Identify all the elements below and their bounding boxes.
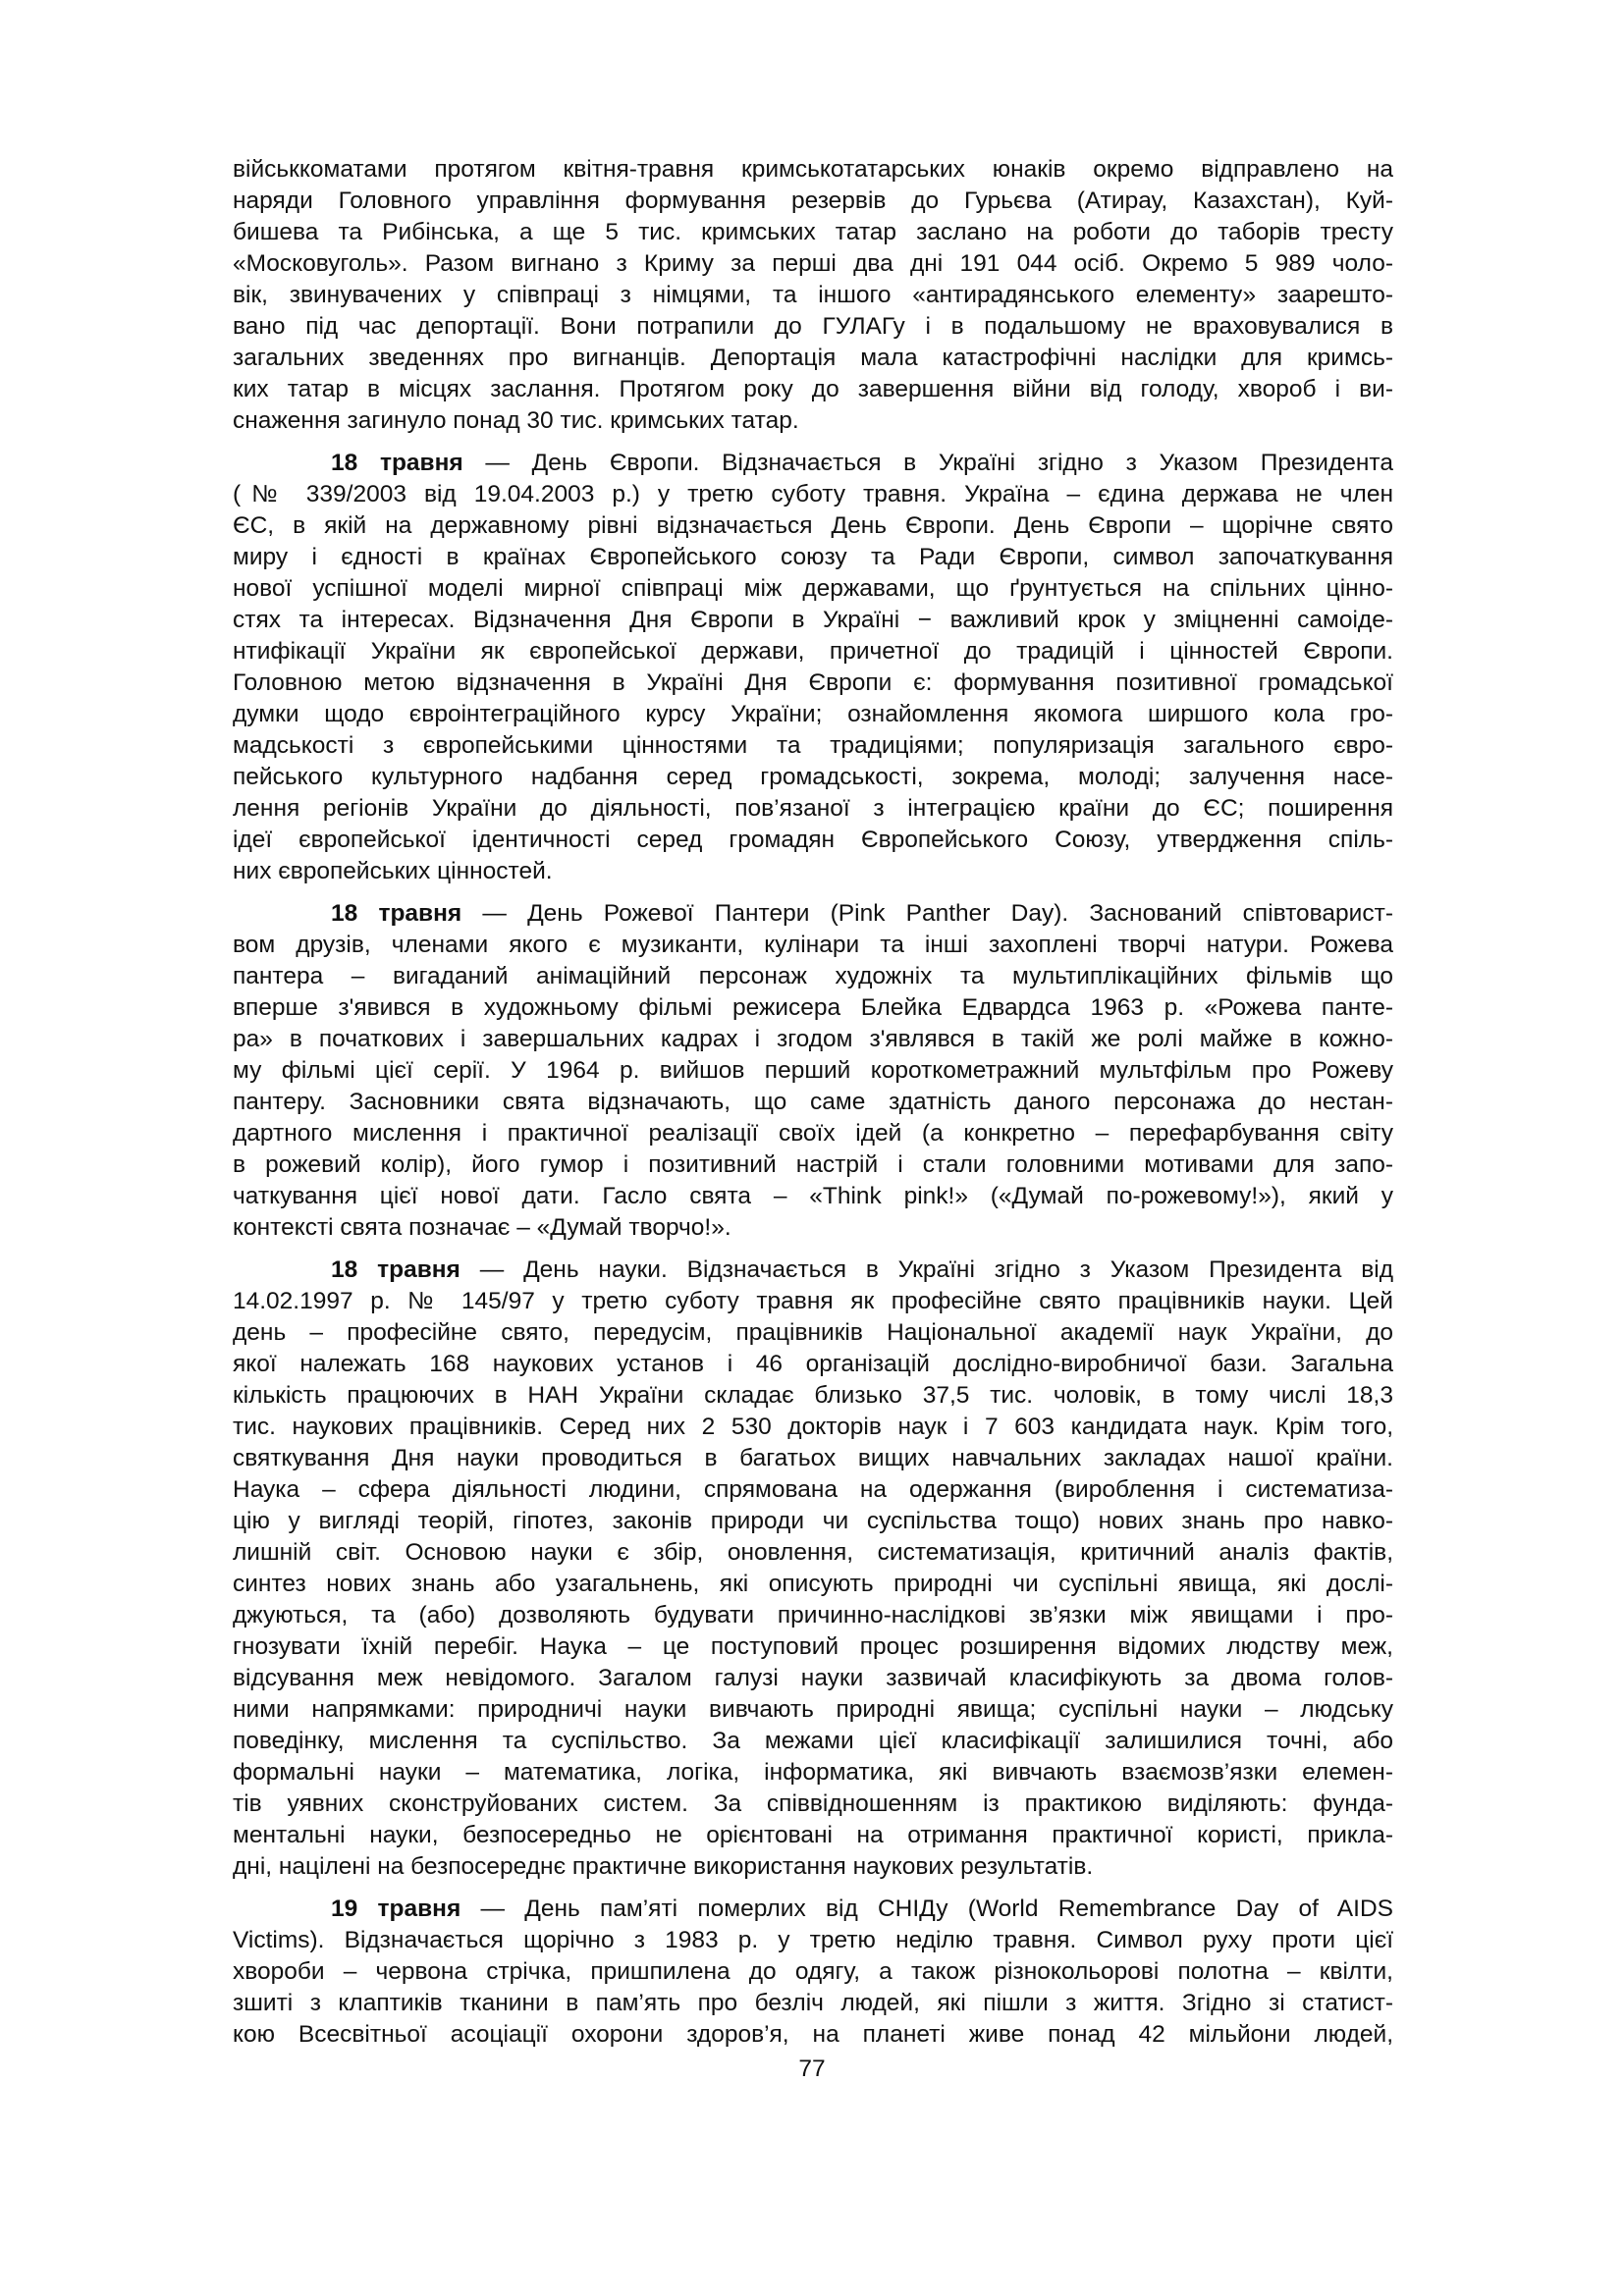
paragraph-first-line xyxy=(233,448,1393,479)
text-line: гнозувати їхній перебіг. Наука – це поступовий процес розширення відомих людству меж, xyxy=(233,1633,1393,1660)
text-line: бишева та Рибінська, а ще 5 тис. кримських татар заслано на роботи до таборів тресту xyxy=(233,219,1393,245)
text-line: мадськості з європейськими цінностями та традиціями; популяризація загального євро- xyxy=(233,732,1393,759)
text-line: «Московуголь». Разом вигнано з Криму за перші два дні 191 044 осіб. Окремо 5 989 чоло- xyxy=(233,250,1393,277)
text-line: стях та інтересах. Відзначення Дня Європи в Україні − важливий крок у зміцненні самоіде- xyxy=(233,607,1393,633)
text-span: — День Європи. Відзначається в Україні згідно з Указом Президента xyxy=(462,450,1393,476)
text-line: тис. наукових працівників. Серед них 2 530 докторів наук і 7 603 кандидата наук. Крім того, xyxy=(233,1414,1393,1440)
text-line: нтифікації України як європейської держави, причетної до традицій і цінностей Європи. xyxy=(233,638,1393,665)
text-line: ними напрямками: природничі науки вивчають природні явища; суспільні науки – людську xyxy=(233,1696,1393,1723)
paragraph-first-line xyxy=(233,1255,1393,1286)
text-line: думки щодо євроінтеграційного курсу України; ознайомлення якомога ширшого кола гро- xyxy=(233,701,1393,727)
text-line: формальні науки – математика, логіка, інформатика, які вивчають взаємозв’язки елемен- xyxy=(233,1759,1393,1786)
text-line: день – професійне свято, передусім, працівників Національної академії наук України, до xyxy=(233,1319,1393,1346)
text-line: ких татар в місцях заслання. Протягом року до завершення війни від голоду, хвороб і ви- xyxy=(233,376,1393,402)
paragraph-first-line xyxy=(233,1894,1393,1925)
text-line: ідеї європейської ідентичності серед громадян Європейського Союзу, утвердження спіль- xyxy=(233,827,1393,853)
text-line: цію у вигляді теорій, гіпотез, законів природи чи суспільства тощо) нових знань про навко- xyxy=(233,1508,1393,1534)
text-line: хвороби – червона стрічка, пришпилена до одягу, а також різнокольорові полотна – квілти, xyxy=(233,1958,1393,1985)
date-heading: 18 травня xyxy=(331,1256,460,1283)
text-line: Victims). Відзначається щорічно з 1983 р. у третю неділю травня. Символ руху проти цієї xyxy=(233,1927,1393,1953)
text-line: ментальні науки, безпосередньо не орієнтовані на отримання практичної користі, прикла- xyxy=(233,1822,1393,1848)
text-line: поведінку, мислення та суспільство. За межами цієї класифікації залишилися точні, або xyxy=(233,1728,1393,1754)
text-span: — День Рожевої Пантери (Pink Panther Day). Заснований співтоварист- xyxy=(461,900,1393,927)
text-line: пантеру. Засновники свята відзначають, що саме здатність даного персонажа до нестан- xyxy=(233,1089,1393,1115)
text-line: лення регіонів України до діяльності, пов’язаної з інтеграцією країни до ЄС; поширення xyxy=(233,795,1393,822)
text-line: дартного мислення і практичної реалізації своїх ідей (а конкретно – перефарбування світу xyxy=(233,1120,1393,1147)
date-heading: 19 травня xyxy=(331,1896,461,1922)
text-line: вік, звинувачених у співпраці з німцями, та іншого «антирадянського елементу» заарешто- xyxy=(233,282,1393,308)
text-line: кою Всесвітньої асоціації охорони здоров’я, на планеті живе понад 42 мільйони людей, xyxy=(233,2021,1393,2048)
text-line: му фільмі цієї серії. У 1964 р. вийшов перший короткометражний мультфільм про Рожеву xyxy=(233,1057,1393,1084)
text-line: військкоматами протягом квітня-травня кримськотатарських юнаків окремо відправлено на xyxy=(233,156,1393,183)
text-line: вано під час депортації. Вони потрапили до ГУЛАГу і в подальшому не враховувалися в xyxy=(233,313,1393,340)
text-line: лишній світ. Основою науки є збір, оновлення, систематизація, критичний аналіз фактів, xyxy=(233,1539,1393,1566)
page-number: 77 xyxy=(798,2056,826,2082)
text-line: тів уявних сконструйованих систем. За співвідношенням із практикою виділяють: фунда- xyxy=(233,1790,1393,1817)
date-heading: 18 травня xyxy=(331,900,462,927)
text-line: контексті свята позначає – «Думай творчо!». xyxy=(233,1214,731,1241)
text-line: нової успішної моделі мирної співпраці між державами, що ґрунтується на спільних цінно- xyxy=(233,575,1393,602)
text-line: в рожевий колір), його гумор і позитивний настрій і стали головними мотивами для запо- xyxy=(233,1151,1393,1178)
text-line: 14.02.1997 р. № 145/97 у третю суботу травня як професійне свято працівників науки. Цей xyxy=(233,1288,1393,1314)
date-heading: 18 травня xyxy=(331,450,463,476)
text-line: них європейських цінностей. xyxy=(233,858,553,884)
text-line: загальних зведеннях про вигнанців. Депортація мала катастрофічні наслідки для кримсь- xyxy=(233,345,1393,371)
text-line: вперше з'явився в художньому фільмі режисера Блейка Едвардса 1963 р. «Рожева панте- xyxy=(233,994,1393,1021)
text-line: якої належать 168 наукових установ і 46 організацій дослідно-виробничої бази. Загальна xyxy=(233,1351,1393,1377)
paragraph-europe-day xyxy=(233,448,1393,887)
text-line: ЄС, в якій на державному рівні відзначається День Європи. День Європи – щорічне свято xyxy=(233,512,1393,539)
text-span: — День пам’яті померлих від СНІДу (World Remembrance Day of AIDS xyxy=(460,1896,1393,1922)
text-line: вом друзів, членами якого є музиканти, кулінари та інші захоплені творчі натури. Рожева xyxy=(233,932,1393,958)
text-line: ра» в початкових і завершальних кадрах і згодом з'являвся в такій же ролі майже в кожно- xyxy=(233,1026,1393,1052)
paragraph-deportation xyxy=(233,154,1393,437)
text-line: снаження загинуло понад 30 тис. кримських татар. xyxy=(233,407,799,434)
text-line: святкування Дня науки проводиться в багатьох вищих навчальних закладах нашої країни. xyxy=(233,1445,1393,1471)
text-line: пейського культурного надбання серед громадськості, зокрема, молоді; залучення насе- xyxy=(233,764,1393,790)
text-line: кількість працюючих в НАН України складає близько 37,5 тис. чоловік, в тому числі 18,3 xyxy=(233,1382,1393,1409)
text-line: (№ 339/2003 від 19.04.2003 р.) у третю суботу травня. Україна – єдина держава не член xyxy=(233,481,1393,507)
paragraph-aids-remembrance-day xyxy=(233,1894,1393,2051)
text-line: зшиті з клаптиків тканини в пам’ять про безліч людей, які пішли з життя. Згідно зі статист- xyxy=(233,1990,1393,2016)
text-line: Головною метою відзначення в Україні Дня Європи є: формування позитивної громадської xyxy=(233,669,1393,696)
text-line: пантера – вигаданий анімаційний персонаж художніх та мультиплікаційних фільмів що xyxy=(233,963,1393,989)
text-line: Наука – сфера діяльності людини, спрямована на одержання (вироблення і систематиза- xyxy=(233,1476,1393,1503)
paragraph-science-day xyxy=(233,1255,1393,1883)
paragraph-first-line xyxy=(233,898,1393,930)
text-line: чаткування цієї нової дати. Гасло свята – «Think pink!» («Думай по-рожевому!»), який у xyxy=(233,1183,1393,1209)
text-line: миру і єдності в країнах Європейського союзу та Ради Європи, символ започаткування xyxy=(233,544,1393,570)
text-line: відсування меж невідомого. Загалом галузі науки зазвичай класифікують за двома голов- xyxy=(233,1665,1393,1691)
document-page xyxy=(233,154,1393,2061)
text-line: синтез нових знань або узагальнень, які описують природні чи суспільні явища, які дослі- xyxy=(233,1571,1393,1597)
text-span: — День науки. Відзначається в Україні згідно з Указом Президента від xyxy=(460,1256,1393,1283)
text-line: дні, націлені на безпосереднє практичне використання наукових результатів. xyxy=(233,1853,1094,1880)
text-line: наряди Головного управління формування резервів до Гурьєва (Атирау, Казахстан), Куй- xyxy=(233,187,1393,214)
text-line: джуються, та (або) дозволяють будувати причинно-наслідкові зв’язки між явищами і про- xyxy=(233,1602,1393,1629)
paragraph-pink-panther-day xyxy=(233,898,1393,1244)
